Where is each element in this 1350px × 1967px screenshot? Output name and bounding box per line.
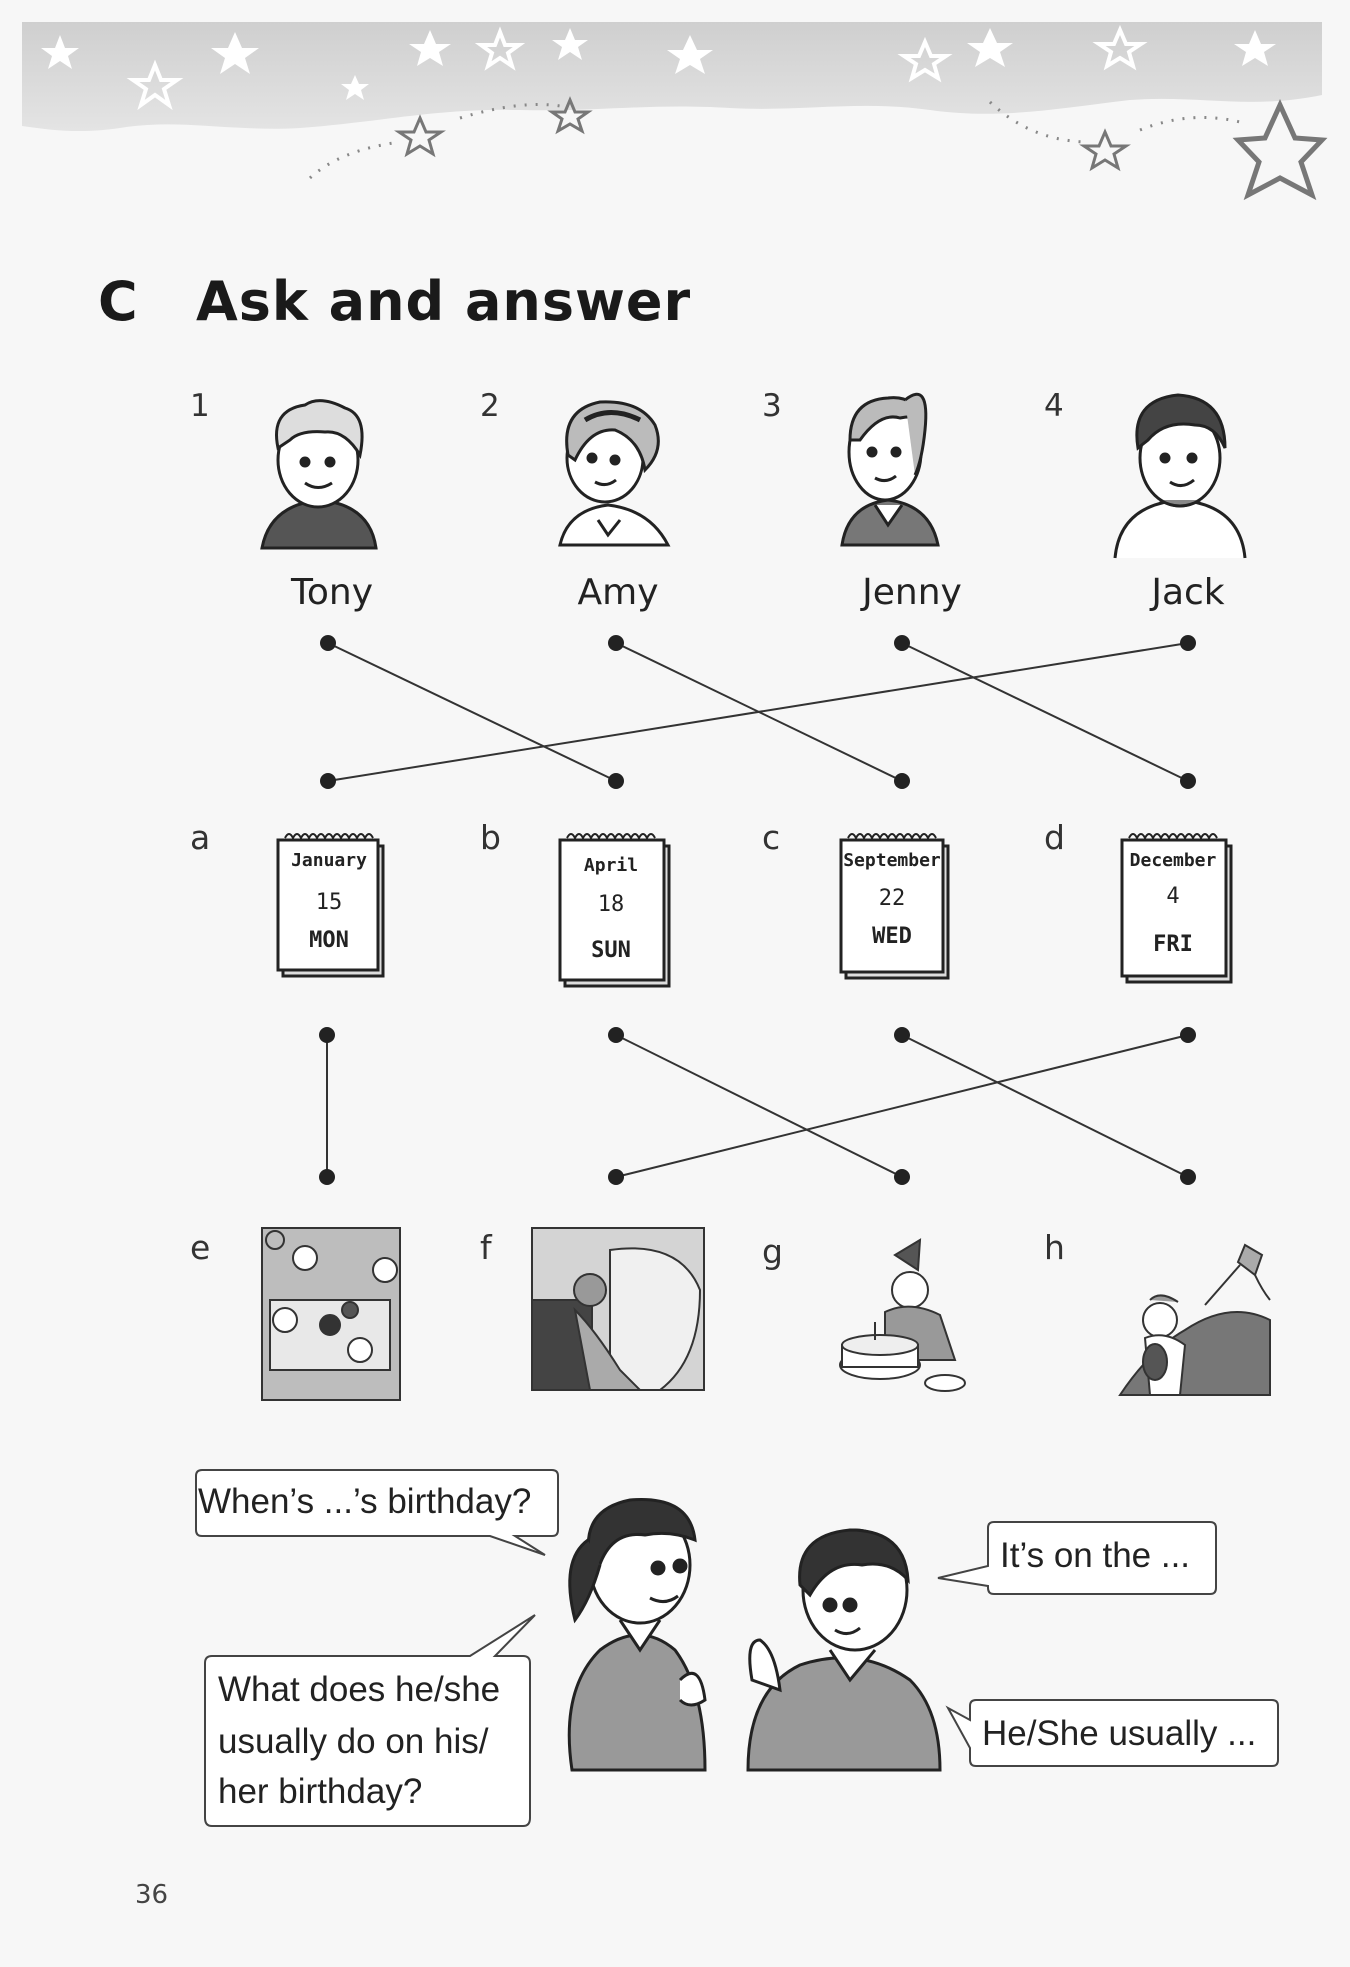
answer-date-bubble: It’s on the ... [1000, 1536, 1191, 1575]
question-activity-line1: What does he/she [218, 1670, 501, 1709]
matching-lines [327, 643, 1188, 1177]
calendar-letter: b [480, 818, 501, 857]
calendar-month: December [1129, 850, 1217, 871]
star-banner [22, 22, 1322, 131]
jack-portrait-icon [1115, 395, 1245, 558]
activity-letter: h [1044, 1228, 1065, 1267]
person-name-jenny: Jenny [862, 572, 962, 613]
calendar-rings-icon [285, 834, 1217, 838]
activity-letter: e [190, 1228, 211, 1267]
boy-figure-icon [748, 1530, 940, 1770]
question-activity-line3: her birthday? [218, 1772, 423, 1811]
person-number: 3 [762, 388, 782, 424]
calendar-month: September [843, 850, 941, 871]
calendar-day: 22 [878, 886, 906, 911]
picnic-icon [262, 1228, 400, 1400]
person-number: 4 [1044, 388, 1064, 424]
activity-letter: f [480, 1228, 492, 1267]
calendar-letter: a [190, 818, 211, 857]
calendar-month: April [583, 855, 639, 876]
question-birthday-bubble: When’s ...’s birthday? [198, 1482, 532, 1521]
section-letter: C [98, 270, 138, 333]
kite-flying-icon [1120, 1245, 1270, 1395]
calendar-letter: c [762, 818, 781, 857]
person-name-amy: Amy [577, 572, 659, 613]
girl-figure-icon [569, 1500, 705, 1771]
question-activity-line2: usually do on his/ [218, 1722, 489, 1761]
calendar-weekday: MON [309, 928, 349, 953]
page-number: 36 [135, 1880, 169, 1910]
calendar-day: 15 [315, 890, 343, 915]
birthday-cake-icon [840, 1240, 965, 1391]
calendar-weekday: FRI [1153, 932, 1193, 957]
calendar-weekday: SUN [591, 938, 631, 963]
person-number: 2 [480, 388, 500, 424]
section-title: Ask and answer [196, 270, 692, 333]
person-number: 1 [190, 388, 210, 424]
person-name-jack: Jack [1151, 572, 1225, 613]
amy-portrait-icon [560, 402, 668, 545]
calendar-day: 18 [597, 892, 625, 917]
calendar-weekday: WED [872, 924, 912, 949]
matching-dots [319, 635, 1196, 1185]
jenny-portrait-icon [842, 394, 938, 545]
activity-letter: g [762, 1232, 783, 1271]
tony-portrait-icon [262, 401, 376, 548]
calendar-day: 4 [1166, 884, 1180, 909]
answer-activity-bubble: He/She usually ... [982, 1714, 1257, 1753]
cinema-icon [532, 1228, 704, 1390]
calendar-month: January [291, 850, 367, 871]
calendar-letter: d [1044, 818, 1065, 857]
person-name-tony: Tony [290, 572, 374, 613]
